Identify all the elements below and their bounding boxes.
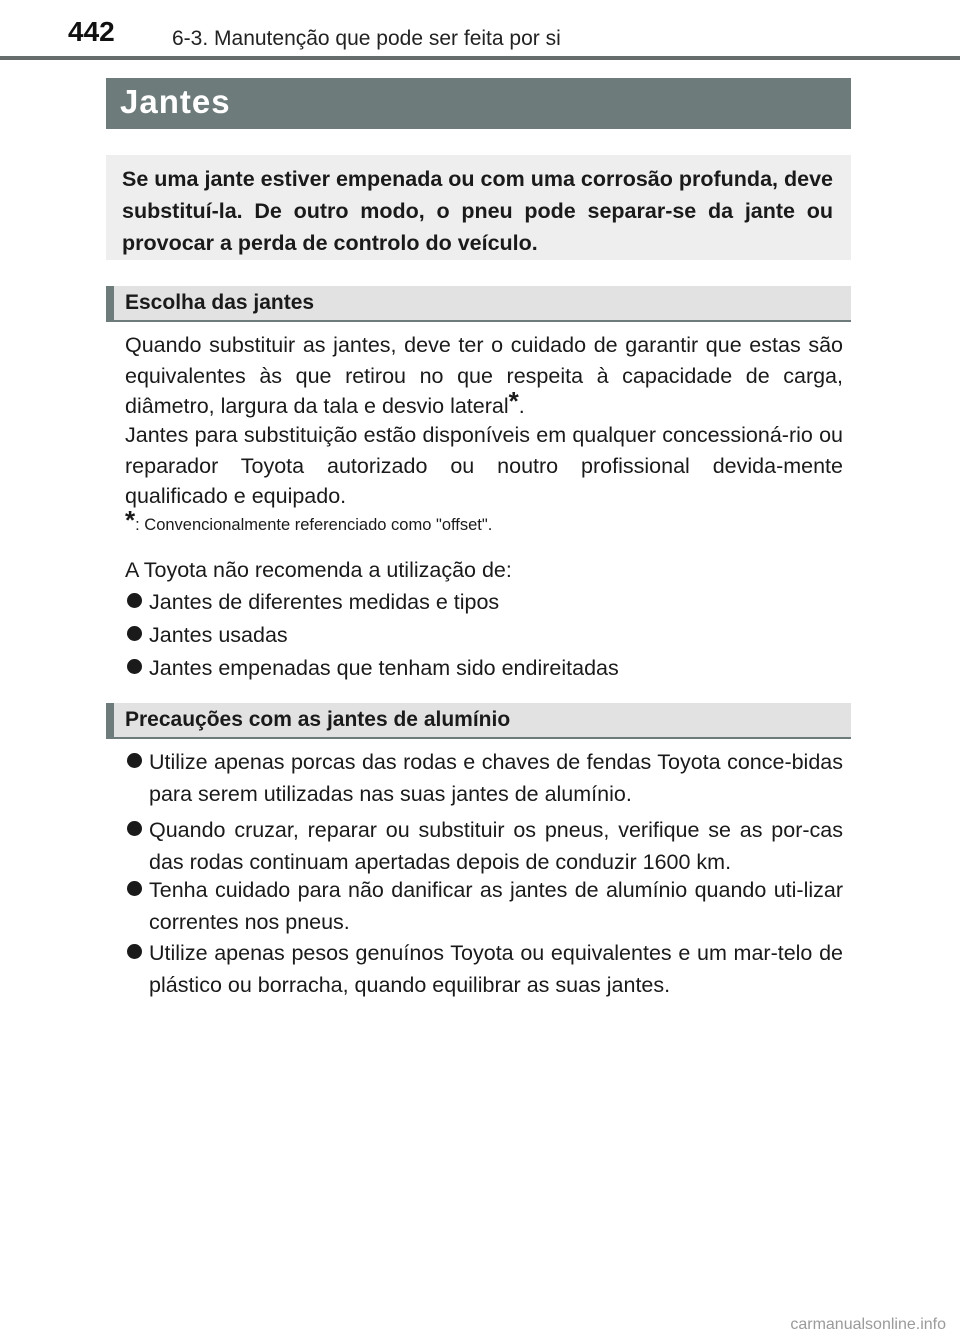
list-item	[125, 747, 843, 810]
list-item-text: Jantes usadas	[149, 623, 288, 647]
list-item	[125, 587, 843, 619]
bullet-icon	[127, 659, 142, 674]
recommendation-lead: A Toyota não recomenda a utilização de:	[125, 558, 512, 582]
watermark-link[interactable]: carmanualsonline.info	[790, 1316, 946, 1333]
subheading-escolha-label: Escolha das jantes	[125, 291, 315, 314]
intro-text: Se uma jante estiver empenada ou com uma corrosão profunda, deve substituí-la. De outro modo, o pneu pode separar-se da jante ou provocar a perda de controlo do veículo.	[122, 167, 833, 255]
bullet-icon	[127, 944, 142, 959]
header-divider	[0, 56, 960, 60]
bullet-icon	[127, 593, 142, 608]
subheading-precaucoes-label: Precauções com as jantes de alumínio	[125, 708, 511, 731]
footnote-text: : Convencionalmente referenciado como "offset".	[135, 516, 493, 534]
bullet-icon	[127, 881, 142, 896]
footnote-asterisk: *	[125, 505, 136, 535]
subheading-escolha	[106, 286, 851, 322]
footnote	[125, 505, 843, 535]
paragraph-equivalence-end: .	[518, 394, 525, 418]
paragraph-equivalence-text: Quando substituir as jantes, deve ter o cuidado de garantir que estas são equivalentes às que retirou no que respeita à capacidade de carga, diâmetro, largura da tala e desvio lateral	[125, 333, 843, 418]
list-item	[125, 815, 843, 878]
title-banner	[106, 78, 851, 129]
list-item-text: Quando cruzar, reparar ou substituir os pneus, verifique se as por-cas das rodas continuam apertadas depois de conduzir 1600 km.	[149, 818, 843, 874]
bullet-icon	[127, 753, 142, 768]
intro-warning-box	[106, 155, 851, 260]
page-header	[0, 0, 960, 70]
list-item	[125, 620, 843, 652]
list-item-text: Jantes de diferentes medidas e tipos	[149, 590, 500, 614]
list-item-text: Jantes empenadas que tenham sido endireitadas	[149, 656, 619, 680]
subheading-precaucoes	[106, 703, 851, 739]
list-item-text: Utilize apenas pesos genuínos Toyota ou equivalentes e um mar-telo de plástico ou borracha, quando equilibrar as suas jantes.	[149, 941, 843, 997]
list-item	[125, 938, 843, 1001]
bullet-icon	[127, 821, 142, 836]
list-item-text: Tenha cuidado para não danificar as jantes de alumínio quando uti-lizar correntes nos pneus.	[149, 878, 843, 934]
bullet-icon	[127, 626, 142, 641]
list-item	[125, 653, 843, 685]
list-item	[125, 875, 843, 938]
asterisk-marker: *	[508, 386, 519, 416]
page-title: Jantes	[120, 83, 231, 120]
section-breadcrumb: 6-3. Manutenção que pode ser feita por si	[172, 27, 561, 50]
page-number: 442	[68, 16, 115, 47]
paragraph-equivalence	[125, 330, 843, 422]
list-item-text: Utilize apenas porcas das rodas e chaves de fendas Toyota conce-bidas para serem utilizadas nas suas jantes de alumínio.	[149, 750, 843, 806]
paragraph-availability: Jantes para substituição estão disponíveis em qualquer concessioná-rio ou reparador Toyota autorizado ou noutro profissional devida-mente qualificado e equipado.	[125, 423, 843, 508]
